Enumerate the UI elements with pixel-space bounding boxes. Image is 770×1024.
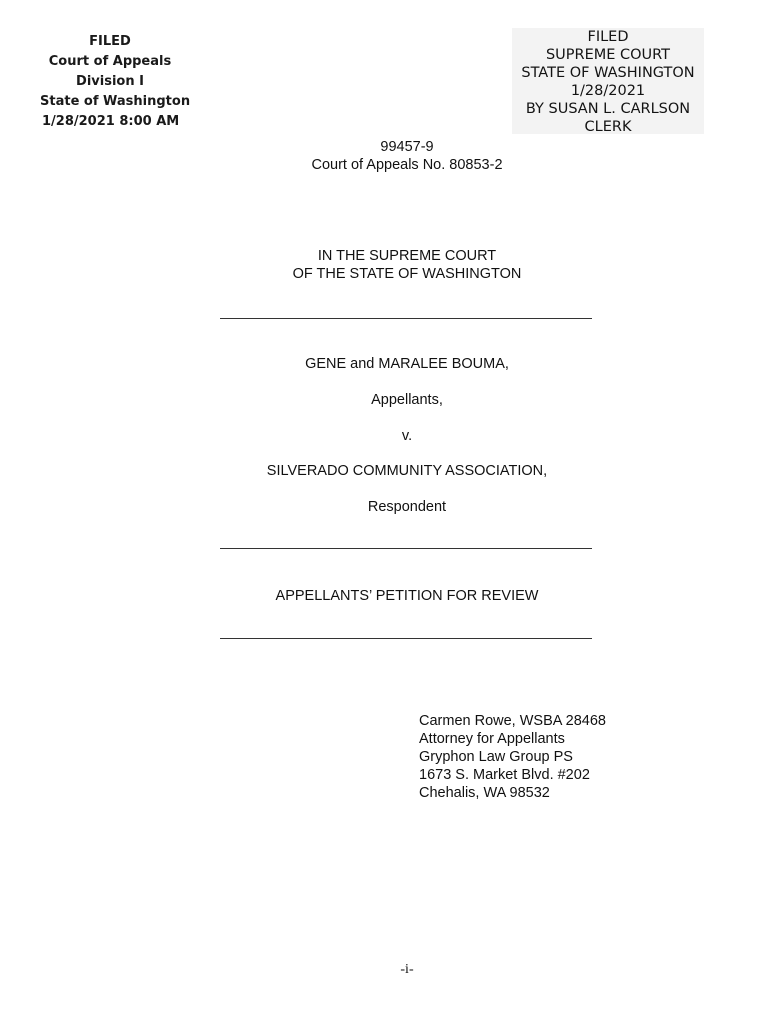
divider: [220, 638, 592, 639]
appeals-case-number: Court of Appeals No. 80853-2: [311, 157, 503, 173]
stamp-line: STATE OF WASHINGTON: [521, 65, 695, 81]
stamp-line: 1/28/2021: [570, 83, 646, 99]
court-heading-line: OF THE STATE OF WASHINGTON: [292, 266, 522, 282]
stamp-line: CLERK: [584, 119, 632, 135]
attorney-line: Chehalis, WA 98532: [419, 785, 550, 801]
attorney-line: Attorney for Appellants: [419, 731, 565, 747]
divider: [220, 548, 592, 549]
stamp-line: State of Washington: [40, 94, 191, 109]
attorney-line: 1673 S. Market Blvd. #202: [419, 767, 590, 783]
stamp-line: FILED: [89, 34, 131, 49]
document-title: APPELLANTS’ PETITION FOR REVIEW: [275, 588, 539, 604]
versus: v.: [401, 428, 413, 444]
stamp-line: 1/28/2021 8:00 AM: [42, 114, 180, 129]
appellants-name: GENE and MARALEE BOUMA,: [305, 356, 509, 372]
court-heading: [0, 247, 770, 283]
supreme-court-filing-stamp: [512, 28, 704, 134]
page-number: -i-: [400, 962, 414, 977]
stamp-line: Division I: [76, 74, 144, 89]
attorney-line: Carmen Rowe, WSBA 28468: [419, 713, 606, 729]
appellants-role: Appellants,: [371, 392, 443, 408]
stamp-line: FILED: [587, 29, 629, 45]
case-numbers: [0, 138, 770, 174]
respondent-name: SILVERADO COMMUNITY ASSOCIATION,: [266, 463, 548, 479]
stamp-line: Court of Appeals: [48, 54, 172, 69]
stamp-line: SUPREME COURT: [545, 47, 671, 63]
attorney-signature-block: [419, 712, 606, 802]
court-of-appeals-filing-stamp: [40, 32, 191, 132]
stamp-line: BY SUSAN L. CARLSON: [525, 101, 691, 117]
respondent-role: Respondent: [367, 499, 447, 515]
attorney-line: Gryphon Law Group PS: [419, 749, 573, 765]
court-heading-line: IN THE SUPREME COURT: [317, 248, 497, 264]
divider: [220, 318, 592, 319]
case-number: 99457-9: [380, 139, 434, 155]
